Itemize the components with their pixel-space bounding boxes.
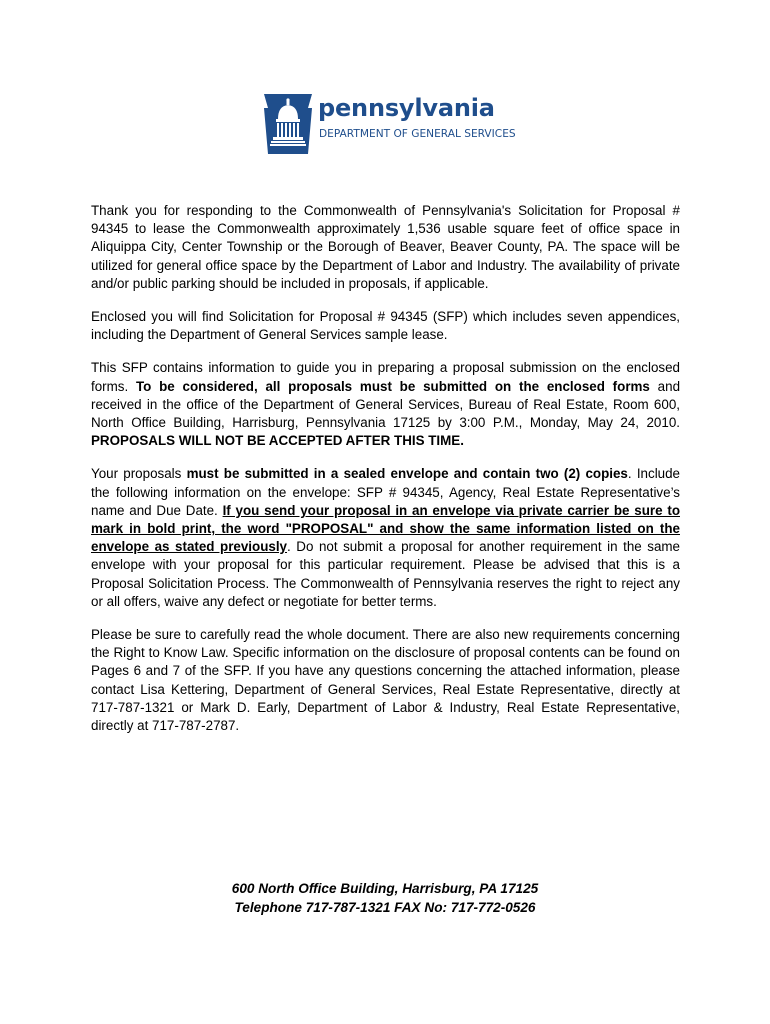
- logo-title: pennsylvania: [318, 94, 495, 122]
- envelope-text-end: . Do not submit a proposal for another requirement in the same envelope with your proposal for this particular requirement. Please be advised that this is a Proposal Solicitation Process. The Commonwealth of Pennsylvania reserves the right to reject any or all offers, waive any defect or negotiate for better terms.: [91, 539, 681, 609]
- envelope-text-start: Your proposals: [91, 466, 187, 482]
- footer-address: 600 North Office Building, Harrisburg, PA 17125: [231, 881, 539, 896]
- footer-phone: Telephone 717-787-1321 FAX No: 717-772-0526: [234, 900, 536, 915]
- letter-body: [91, 202, 680, 750]
- submission-requirement: To be considered, all proposals must be submitted on the enclosed forms: [135, 378, 650, 394]
- paragraph-envelope: [91, 465, 680, 611]
- submission-text: This SFP contains information to guide you in preparing a proposal submission on the enclosed forms.: [91, 360, 680, 394]
- paragraph-contacts: Please be sure to carefully read the whole document. There are also new requirements concerning the Right to Know Law. Specific information on the disclosure of proposal contents can be found on Pages 6 and 7 of the SFP. If you have any questions concerning the attached information, please contact Lisa Kettering, Department of General Services, Real Estate Representative, directly at 717-787-1321 or Mark D. Early, Department of Labor & Industry, Real Estate Representative, directly at 717-787-2787.: [91, 627, 680, 734]
- envelope-info: . Include the following information on the envelope: SFP # 94345, Agency, Real Estate Representative’s name and Due Date.: [91, 466, 681, 518]
- submission-deadline-warning: PROPOSALS WILL NOT BE ACCEPTED AFTER THIS TIME.: [91, 433, 464, 449]
- paragraph-intro: Thank you for responding to the Commonwealth of Pennsylvania's Solicitation for Proposal # 94345 to lease the Commonwealth approximately 1,536 usable square feet of office space in Aliquippa City, Center Township or the Borough of Beaver, Beaver County, PA. The space will be utilized for general office space by the Department of Labor and Industry. The availability of private and/or public parking should be included in proposals, if applicable.: [91, 203, 680, 291]
- keystone-capitol-icon: [262, 92, 314, 156]
- paragraph-enclosed: Enclosed you will find Solicitation for Proposal # 94345 (SFP) which includes seven appendices, including the Department of General Services sample lease.: [91, 309, 680, 343]
- submission-location: and received in the office of the Department of General Services, Bureau of Real Estate, Room 600, North Office Building, Harrisburg, Pennsylvania 17125 by 3:00 P.M., Monday, May 24, 2010.: [91, 378, 681, 431]
- paragraph-submission: [91, 359, 680, 450]
- envelope-requirement: must be submitted in a sealed envelope and contain two (2) copies: [186, 466, 628, 482]
- private-carrier-notice: If you send your proposal in an envelope via private carrier be sure to mark in bold print, the word "PROPOSAL" and show the same information listed on the envelope as stated previously: [91, 502, 680, 555]
- dgs-logo: [262, 92, 522, 156]
- logo-subtitle: DEPARTMENT OF GENERAL SERVICES: [319, 128, 516, 140]
- footer-contact: [0, 879, 770, 917]
